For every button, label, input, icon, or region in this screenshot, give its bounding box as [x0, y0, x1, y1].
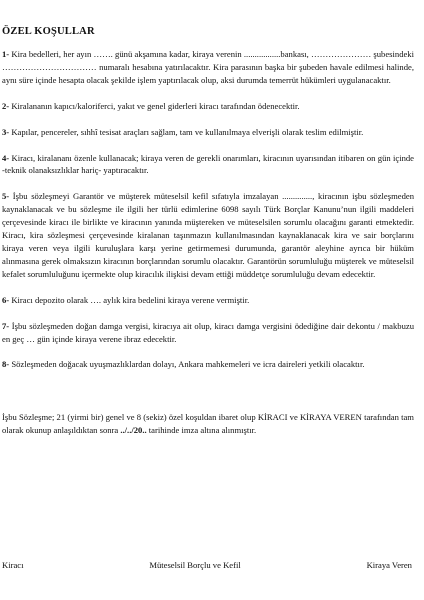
- clauses-section: [2, 48, 414, 450]
- clause-number: 7-: [2, 320, 10, 331]
- clause-text: İşbu sözleşmeden doğan damga vergisi, kiracıya ait olup, kiracı damga vergisini ödediğine dair dekontu / makbuzu en geç … gün içinde kiraya verene ibraz edecektir.: [2, 320, 414, 344]
- clause-number: 3-: [2, 126, 10, 137]
- clause-text: Kira bedelleri, her ayın ……. günü akşamına kadar, kiraya verenin .................bankası, ………………… şubesindeki …………………………… numaralı hesabına yatırılacaktır. Kira parasının başka bir şubeden havale edilmesi halinde, aynı süre içinde hesapta olacak şekilde işlem yaptırılacak olup, aksi durumda temerrüt hükümleri uygulanacaktır.: [2, 49, 414, 85]
- clause-text: Kiralananın kapıcı/kaloriferci, yakıt ve genel giderleri kiracı tarafından ödenecektir.: [9, 100, 300, 111]
- clause-5: [2, 190, 414, 280]
- signature-tenant: Kiracı: [2, 560, 24, 570]
- clause-number: 6-: [2, 294, 10, 305]
- clause-text: İşbu sözleşmeyi Garantör ve müşterek müteselsil kefil sıfatıyla imzalayan .............., kiracının işbu sözleşmeden kaynaklanacak ve bu sözleşme ile ilgili her türlü edimlerine 6098 sayılı Türk Borçlar Kanunu’nun ilgili maddeleri çerçevesinde kiracı ile birlikte ve kiracının yanında müştereken ve müteselsilen sorumlu olacağını garanti etmektedir. Kiracı, kira sözleşmesi çerçevesinde kiralanan taşınmazın kullanılmasından kaynaklanacak kira ve sair borçlarını kiraya veren veya ilgili kuruluşlara karşı yerine getirmemesi durumunda, garantör aleyhine ayrıca bir hüküm alınmasına gerek olmaksızın kiracının borçlarından sorumlu olacaktır. Garantörün sorumluluğu müşterek ve müteselsil kefalet sorumluluğunu içermekte olup kiracılık ilişkisi devam ettiği müddetçe sorumluluğu devam edecektir.: [2, 191, 414, 279]
- page-title: ÖZEL KOŞULLAR: [2, 26, 95, 37]
- signature-landlord: Kiraya Veren: [366, 560, 412, 570]
- clause-number: 8-: [2, 359, 10, 370]
- clause-2: [2, 100, 414, 113]
- clause-3: [2, 126, 414, 139]
- clause-text: Kapılar, pencereler, sıhhî tesisat araçları sağlam, tam ve kullanılmaya elverişli olarak teslim edilmiştir.: [9, 126, 364, 137]
- clause-text: Sözleşmeden doğacak uyuşmazlıklardan dolayı, Ankara mahkemeleri ve icra daireleri yetkili olacaktır.: [9, 359, 365, 370]
- clause-6: [2, 294, 414, 307]
- clause-8: [2, 358, 414, 371]
- closing-date: ../../20..: [120, 425, 147, 436]
- clause-4: [2, 152, 414, 178]
- clause-number: 1-: [2, 49, 10, 59]
- closing-end: tarihinde imza altına alınmıştır.: [146, 425, 257, 436]
- clause-number: 2-: [2, 100, 10, 111]
- clause-text: Kiracı depozito olarak …. aylık kira bedelini kiraya verene vermiştir.: [9, 294, 250, 305]
- signature-row: [2, 560, 412, 570]
- closing-text: İşbu Sözleşme; 21 (yirmi bir) genel ve 8 (sekiz) özel koşuldan ibaret olup KİRACI ve KİRAYA VEREN tarafından tam olarak okunup anlaşıldıktan sonra: [2, 412, 414, 436]
- clause-text: Kiracı, kiralananı özenle kullanacak; kiraya veren de gerekli onarımları, kiracının uyarısından itibaren on gün içinde -teknik olanaksızlıklar hariç- yaptıracaktır.: [2, 152, 414, 176]
- signature-guarantor: Müteselsil Borçlu ve Kefil: [149, 560, 241, 570]
- clause-number: 4-: [2, 152, 10, 163]
- clause-number: 5-: [2, 191, 10, 202]
- clause-7: [2, 320, 414, 346]
- clause-1: [2, 48, 414, 87]
- closing-paragraph: [2, 411, 414, 437]
